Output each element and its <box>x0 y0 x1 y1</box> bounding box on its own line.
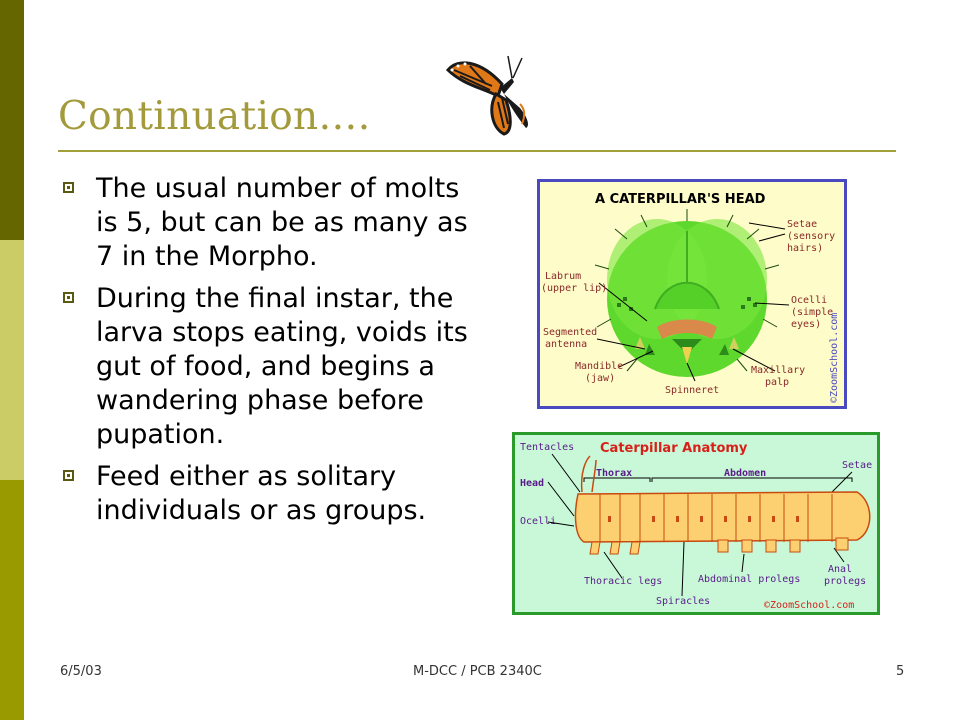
label-spinneret: Spinneret <box>665 385 720 396</box>
bullet-text: Feed either as solitary individuals or as groups. <box>96 461 427 526</box>
label-mandible-sub: (jaw) <box>585 373 616 384</box>
label-thorax: Thorax <box>596 468 633 479</box>
label-ocelli: Ocelli <box>791 295 828 306</box>
label-setae-sub2: hairs) <box>787 243 824 254</box>
footer-page-number: 5 <box>896 664 905 679</box>
head-figure-credit: ©ZoomSchool.com <box>829 312 840 403</box>
anatomy-figure-credit: ©ZoomSchool.com <box>764 600 855 611</box>
sidebar-segment-mid <box>0 480 24 720</box>
sidebar-segment-light <box>0 240 24 480</box>
bullet-list <box>60 172 470 536</box>
sidebar-segment-dark <box>0 0 24 240</box>
label-head: Head <box>520 478 545 489</box>
bullet-item <box>60 282 470 452</box>
label-setae-anatomy: Setae <box>842 460 873 471</box>
label-maxillary: Maxillary <box>751 365 806 376</box>
label-abdominal-prolegs: Abdominal prolegs <box>698 574 801 585</box>
footer-date: 6/5/03 <box>60 664 102 679</box>
anatomy-figure-title: Caterpillar Anatomy <box>600 441 748 456</box>
title-divider <box>58 150 896 152</box>
label-antenna: Segmented <box>543 327 598 338</box>
label-labrum-sub: (upper lip) <box>541 283 608 294</box>
label-mandible: Mandible <box>575 361 624 372</box>
bullet-item <box>60 172 470 274</box>
label-tentacles: Tentacles <box>520 442 575 453</box>
label-ocelli-sub2: eyes) <box>791 319 822 330</box>
label-thoracic-legs: Thoracic legs <box>584 576 663 587</box>
bullet-square-icon <box>63 470 74 481</box>
label-spiracles: Spiracles <box>656 596 711 607</box>
bullet-square-icon <box>63 292 74 303</box>
label-setae: Setae <box>787 219 818 230</box>
bullet-text: The usual number of molts is 5, but can be as many as 7 in the Morpho. <box>96 173 468 272</box>
sidebar-bar <box>0 0 24 720</box>
label-ocelli-anatomy: Ocelli <box>520 516 557 527</box>
label-ocelli-sub: (simple <box>791 307 834 318</box>
label-maxillary-sub: palp <box>765 377 790 388</box>
label-anal: Anal <box>828 564 853 575</box>
caterpillar-anatomy-figure <box>512 432 880 615</box>
bullet-text: During the final instar, the larva stops eating, voids its gut of food, and begins a wandering phase before pupation. <box>96 283 468 450</box>
butterfly-image <box>440 48 540 140</box>
head-figure-title: A CATERPILLAR'S HEAD <box>595 192 766 207</box>
label-labrum: Labrum <box>545 271 582 282</box>
slide-title: Continuation…. <box>58 94 371 139</box>
caterpillar-head-figure <box>537 179 847 409</box>
footer-course: M-DCC / PCB 2340C <box>413 664 542 679</box>
label-antenna-sub: antenna <box>545 339 588 350</box>
bullet-square-icon <box>63 182 74 193</box>
label-setae-sub: (sensory <box>787 231 836 242</box>
label-anal-prolegs: prolegs <box>824 576 867 587</box>
bullet-item <box>60 460 470 528</box>
label-abdomen: Abdomen <box>724 468 767 479</box>
